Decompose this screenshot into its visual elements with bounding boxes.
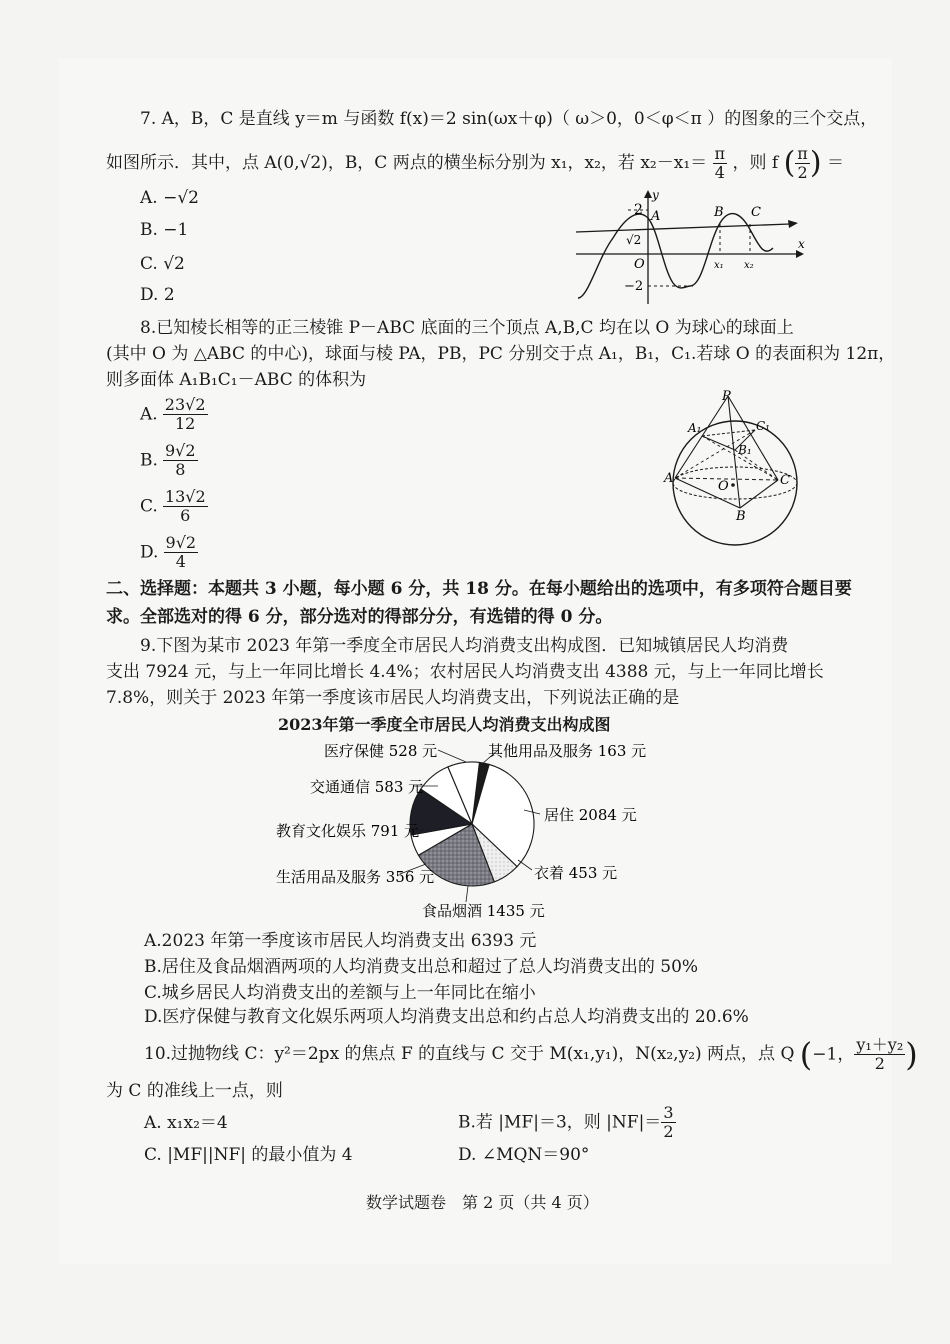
q10-paren-text: −1， <box>812 1044 855 1065</box>
q9-option-c: C.城乡居民人均消费支出的差额与上一年同比在缩小 <box>144 983 536 1003</box>
label-daily: 生活用品及服务 356 元 <box>276 868 435 886</box>
y-axis-label: y <box>652 188 659 202</box>
option-fraction <box>163 442 198 479</box>
q10-option-d: D. ∠MQN＝90° <box>458 1145 590 1165</box>
label-o: O <box>718 479 729 494</box>
label-other: 其他用品及服务 163 元 <box>488 742 647 760</box>
q7-option-d: D. 2 <box>140 285 175 305</box>
q9-option-a: A.2023 年第一季度该市居民人均消费支出 6393 元 <box>144 931 537 951</box>
y-tick-neg2: −2 <box>624 279 644 294</box>
point-a-label: A <box>651 209 661 224</box>
y-tick-2: 2 <box>634 202 643 218</box>
q8-line3: 则多面体 A₁B₁C₁－ABC 的体积为 <box>106 370 367 390</box>
frac-num: 23√2 <box>164 395 206 414</box>
q7-sine-graph <box>568 188 808 308</box>
label-a: A <box>664 471 674 486</box>
q7-line2-text-c: ＝ <box>826 153 844 173</box>
q10-line1-text: 10.过抛物线 C：y²＝2px 的焦点 F 的直线与 C 交于 M(x₁,y₁)，N(x₂,y₂) 两点，点 Q <box>144 1044 795 1064</box>
label-c1: C₁ <box>756 419 770 433</box>
q10-option-a: A. x₁x₂＝4 <box>144 1113 228 1133</box>
frac-num: π <box>714 144 726 163</box>
option-fraction <box>163 396 208 433</box>
q7-option-b: B. −1 <box>140 220 189 240</box>
frac-den: 6 <box>180 506 191 525</box>
label-transport: 交通通信 583 元 <box>310 778 424 796</box>
right-paren: ) <box>809 145 822 181</box>
edge-a1c1 <box>702 430 755 436</box>
q8-option-a <box>140 396 208 433</box>
q8-line1: 8.已知棱长相等的正三棱锥 P－ABC 底面的三个顶点 A,B,C 均在以 O 为球心的球面上 <box>140 318 794 338</box>
label-a1: A₁ <box>688 421 702 435</box>
y-tick-sqrt2: √2 <box>626 233 642 247</box>
label-b: B <box>736 509 746 524</box>
page-footer: 数学试题卷 第 2 页（共 4 页） <box>366 1193 599 1212</box>
option-label: B. <box>140 450 158 471</box>
x-axis-label: x <box>798 237 805 251</box>
q9-option-b: B.居住及食品烟酒两项的人均消费支出总和超过了总人均消费支出的 50% <box>144 957 699 977</box>
label-c: C <box>780 473 790 488</box>
q9-option-d: D.医疗保健与教育文化娱乐两项人均消费支出总和约占总人均消费支出的 20.6% <box>144 1007 749 1027</box>
q8-line2: (其中 O 为 △ABC 的中心)，球面与棱 PA，PB，PC 分别交于点 A₁，B₁，C₁.若球 O 的表面积为 12π， <box>106 344 896 364</box>
q7-fraction-pi-2 <box>795 145 810 182</box>
sphere-equator <box>673 467 797 499</box>
y-axis-arrow-icon <box>644 190 652 198</box>
frac-num: 3 <box>663 1103 674 1122</box>
right-paren: ) <box>905 1035 918 1074</box>
label-education: 教育文化娱乐 791 元 <box>276 822 420 840</box>
edge-bc <box>740 480 778 508</box>
q8-option-d <box>140 534 198 571</box>
chart-title: 2023年第一季度全市居民人均消费支出构成图 <box>278 715 611 734</box>
option-fraction <box>163 488 208 525</box>
section2-line2: 求。全部选对的得 6 分，部分选对的得部分分，有选错的得 0 分。 <box>106 607 613 627</box>
edge-ab <box>675 478 740 508</box>
leader-medical <box>438 750 466 762</box>
frac-den: 12 <box>174 414 196 433</box>
left-paren: ( <box>783 145 796 181</box>
label-clothing: 衣着 453 元 <box>534 864 618 882</box>
q7-option-c: C. √2 <box>140 254 185 274</box>
frac-den: 4 <box>175 552 186 571</box>
q10-option-b <box>458 1104 676 1141</box>
frac-den: 2 <box>663 1122 674 1141</box>
option-label: C. <box>140 496 158 517</box>
q7-line2-text-a: 如图所示．其中，点 A(0,√2)，B，C 两点的横坐标分别为 x₁，x₂，若 x₂－x₁＝ <box>106 153 708 173</box>
x2-label: x₂ <box>744 260 754 271</box>
frac-den: 2 <box>797 163 808 182</box>
option-b-text: B.若 |MF|＝3，则 |NF|＝ <box>458 1112 662 1133</box>
option-b-fraction <box>661 1104 675 1141</box>
frac-den: 8 <box>175 460 186 479</box>
frac-num: 9√2 <box>165 441 196 460</box>
line-y-m <box>576 224 790 232</box>
q10-fraction <box>854 1036 905 1073</box>
q8-option-c <box>140 488 208 525</box>
origin-label: O <box>634 257 645 272</box>
frac-den: 2 <box>874 1054 885 1073</box>
q7-option-a: A. −√2 <box>140 188 199 208</box>
left-paren: ( <box>799 1035 813 1074</box>
point-c-label: C <box>751 205 761 220</box>
label-b1: B₁ <box>738 443 752 457</box>
q7-line2-text-b: ，则 f <box>732 153 779 173</box>
frac-num: 9√2 <box>165 533 197 552</box>
frac-num: 13√2 <box>164 487 206 506</box>
frac-num: y₁＋y₂ <box>856 1035 904 1054</box>
label-p: P <box>722 389 731 404</box>
label-food: 食品烟酒 1435 元 <box>422 902 545 920</box>
edge-pa <box>675 396 728 478</box>
line-arrow-icon <box>788 220 798 228</box>
q10-option-c: C. |MF||NF| 的最小值为 4 <box>144 1145 353 1165</box>
q9-line3: 7.8%，则关于 2023 年第一季度该市居民人均消费支出，下列说法正确的是 <box>106 688 680 708</box>
sphere-outline <box>673 421 797 545</box>
leader-food <box>466 886 468 902</box>
label-housing: 居住 2084 元 <box>544 806 637 824</box>
leader-clothing <box>518 860 532 870</box>
point-b-label: B <box>714 205 724 220</box>
frac-num: π <box>797 144 808 163</box>
center-dot <box>731 483 735 487</box>
edge-a1b1 <box>702 436 735 450</box>
x-axis-arrow-icon <box>796 250 804 258</box>
q8-option-b <box>140 442 198 479</box>
q7-line2 <box>106 145 844 182</box>
section2-line1: 二、选择题：本题共 3 小题，每小题 6 分，共 18 分。在每小题给出的选项中，有多项符合题目要 <box>106 579 852 599</box>
option-label: A. <box>140 404 158 425</box>
pie-chart <box>270 736 660 920</box>
q9-line2: 支出 7924 元，与上一年同比增长 4.4%；农村居民人均消费支出 4388 元，与上一年同比增长 <box>106 662 824 682</box>
option-label: D. <box>140 542 159 563</box>
x1-label: x₁ <box>714 260 724 271</box>
q8-sphere-figure <box>660 388 810 556</box>
q9-line1: 9.下图为某市 2023 年第一季度全市居民人均消费支出构成图．已知城镇居民人均消费 <box>140 636 789 656</box>
frac-den: 4 <box>714 163 725 182</box>
q10-line1 <box>144 1036 918 1073</box>
q7-fraction-pi-4 <box>713 145 728 182</box>
option-fraction <box>164 534 199 571</box>
q10-line2: 为 C 的准线上一点，则 <box>106 1081 283 1101</box>
label-medical: 医疗保健 528 元 <box>324 742 438 760</box>
q7-line1: 7. A，B，C 是直线 y＝m 与函数 f(x)＝2 sin(ωx＋φ)（ ω＞0，0＜φ＜π ）的图象的三个交点， <box>140 109 878 129</box>
